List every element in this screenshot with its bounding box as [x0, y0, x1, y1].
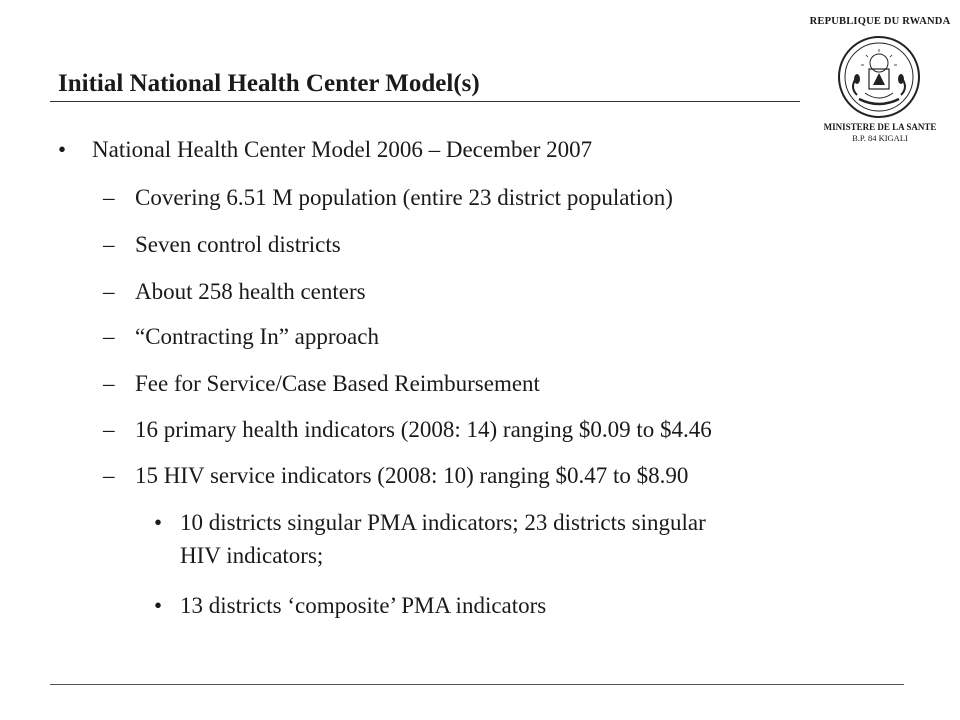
bullet-main-text: National Health Center Model 2006 – December 2007 [92, 137, 593, 162]
seal-address-label: B.P. 84 KIGALI [852, 133, 908, 143]
bullet-marker: • [58, 137, 67, 162]
sub-bullet-text: “Contracting In” approach [135, 324, 379, 349]
dash-marker: – [103, 185, 115, 210]
dash-marker: – [103, 417, 115, 442]
dash-marker: – [103, 463, 115, 488]
sub-bullet-text: 15 HIV service indicators (2008: 10) ranging $0.47 to $8.90 [135, 463, 689, 488]
sub-bullet-text: Seven control districts [135, 232, 341, 257]
dash-marker: – [103, 324, 115, 349]
sub-bullet-text: About 258 health centers [135, 279, 366, 304]
seal-ministry-label: MINISTERE DE LA SANTE [823, 122, 937, 132]
sub-bullet-text: Fee for Service/Case Based Reimbursement [135, 371, 540, 396]
subsub-bullet-text: 10 districts singular PMA indicators; 23 districts singular [180, 510, 706, 535]
seal-country-label: REPUBLIQUE DU RWANDA [809, 16, 951, 27]
bullet-marker: • [154, 593, 163, 618]
sub-bullet-text: Covering 6.51 M population (entire 23 district population) [135, 185, 673, 210]
slide-title: Initial National Health Center Model(s) [58, 70, 480, 97]
dash-marker: – [103, 232, 115, 257]
dash-marker: – [103, 371, 115, 396]
sub-bullet-text: 16 primary health indicators (2008: 14) ranging $0.09 to $4.46 [135, 417, 712, 442]
subsub-bullet-text: HIV indicators; [180, 543, 324, 568]
footer-divider [50, 684, 904, 685]
dash-marker: – [103, 279, 115, 304]
subsub-bullet-text: 13 districts ‘composite’ PMA indicators [180, 593, 547, 618]
bullet-marker: • [154, 510, 163, 535]
